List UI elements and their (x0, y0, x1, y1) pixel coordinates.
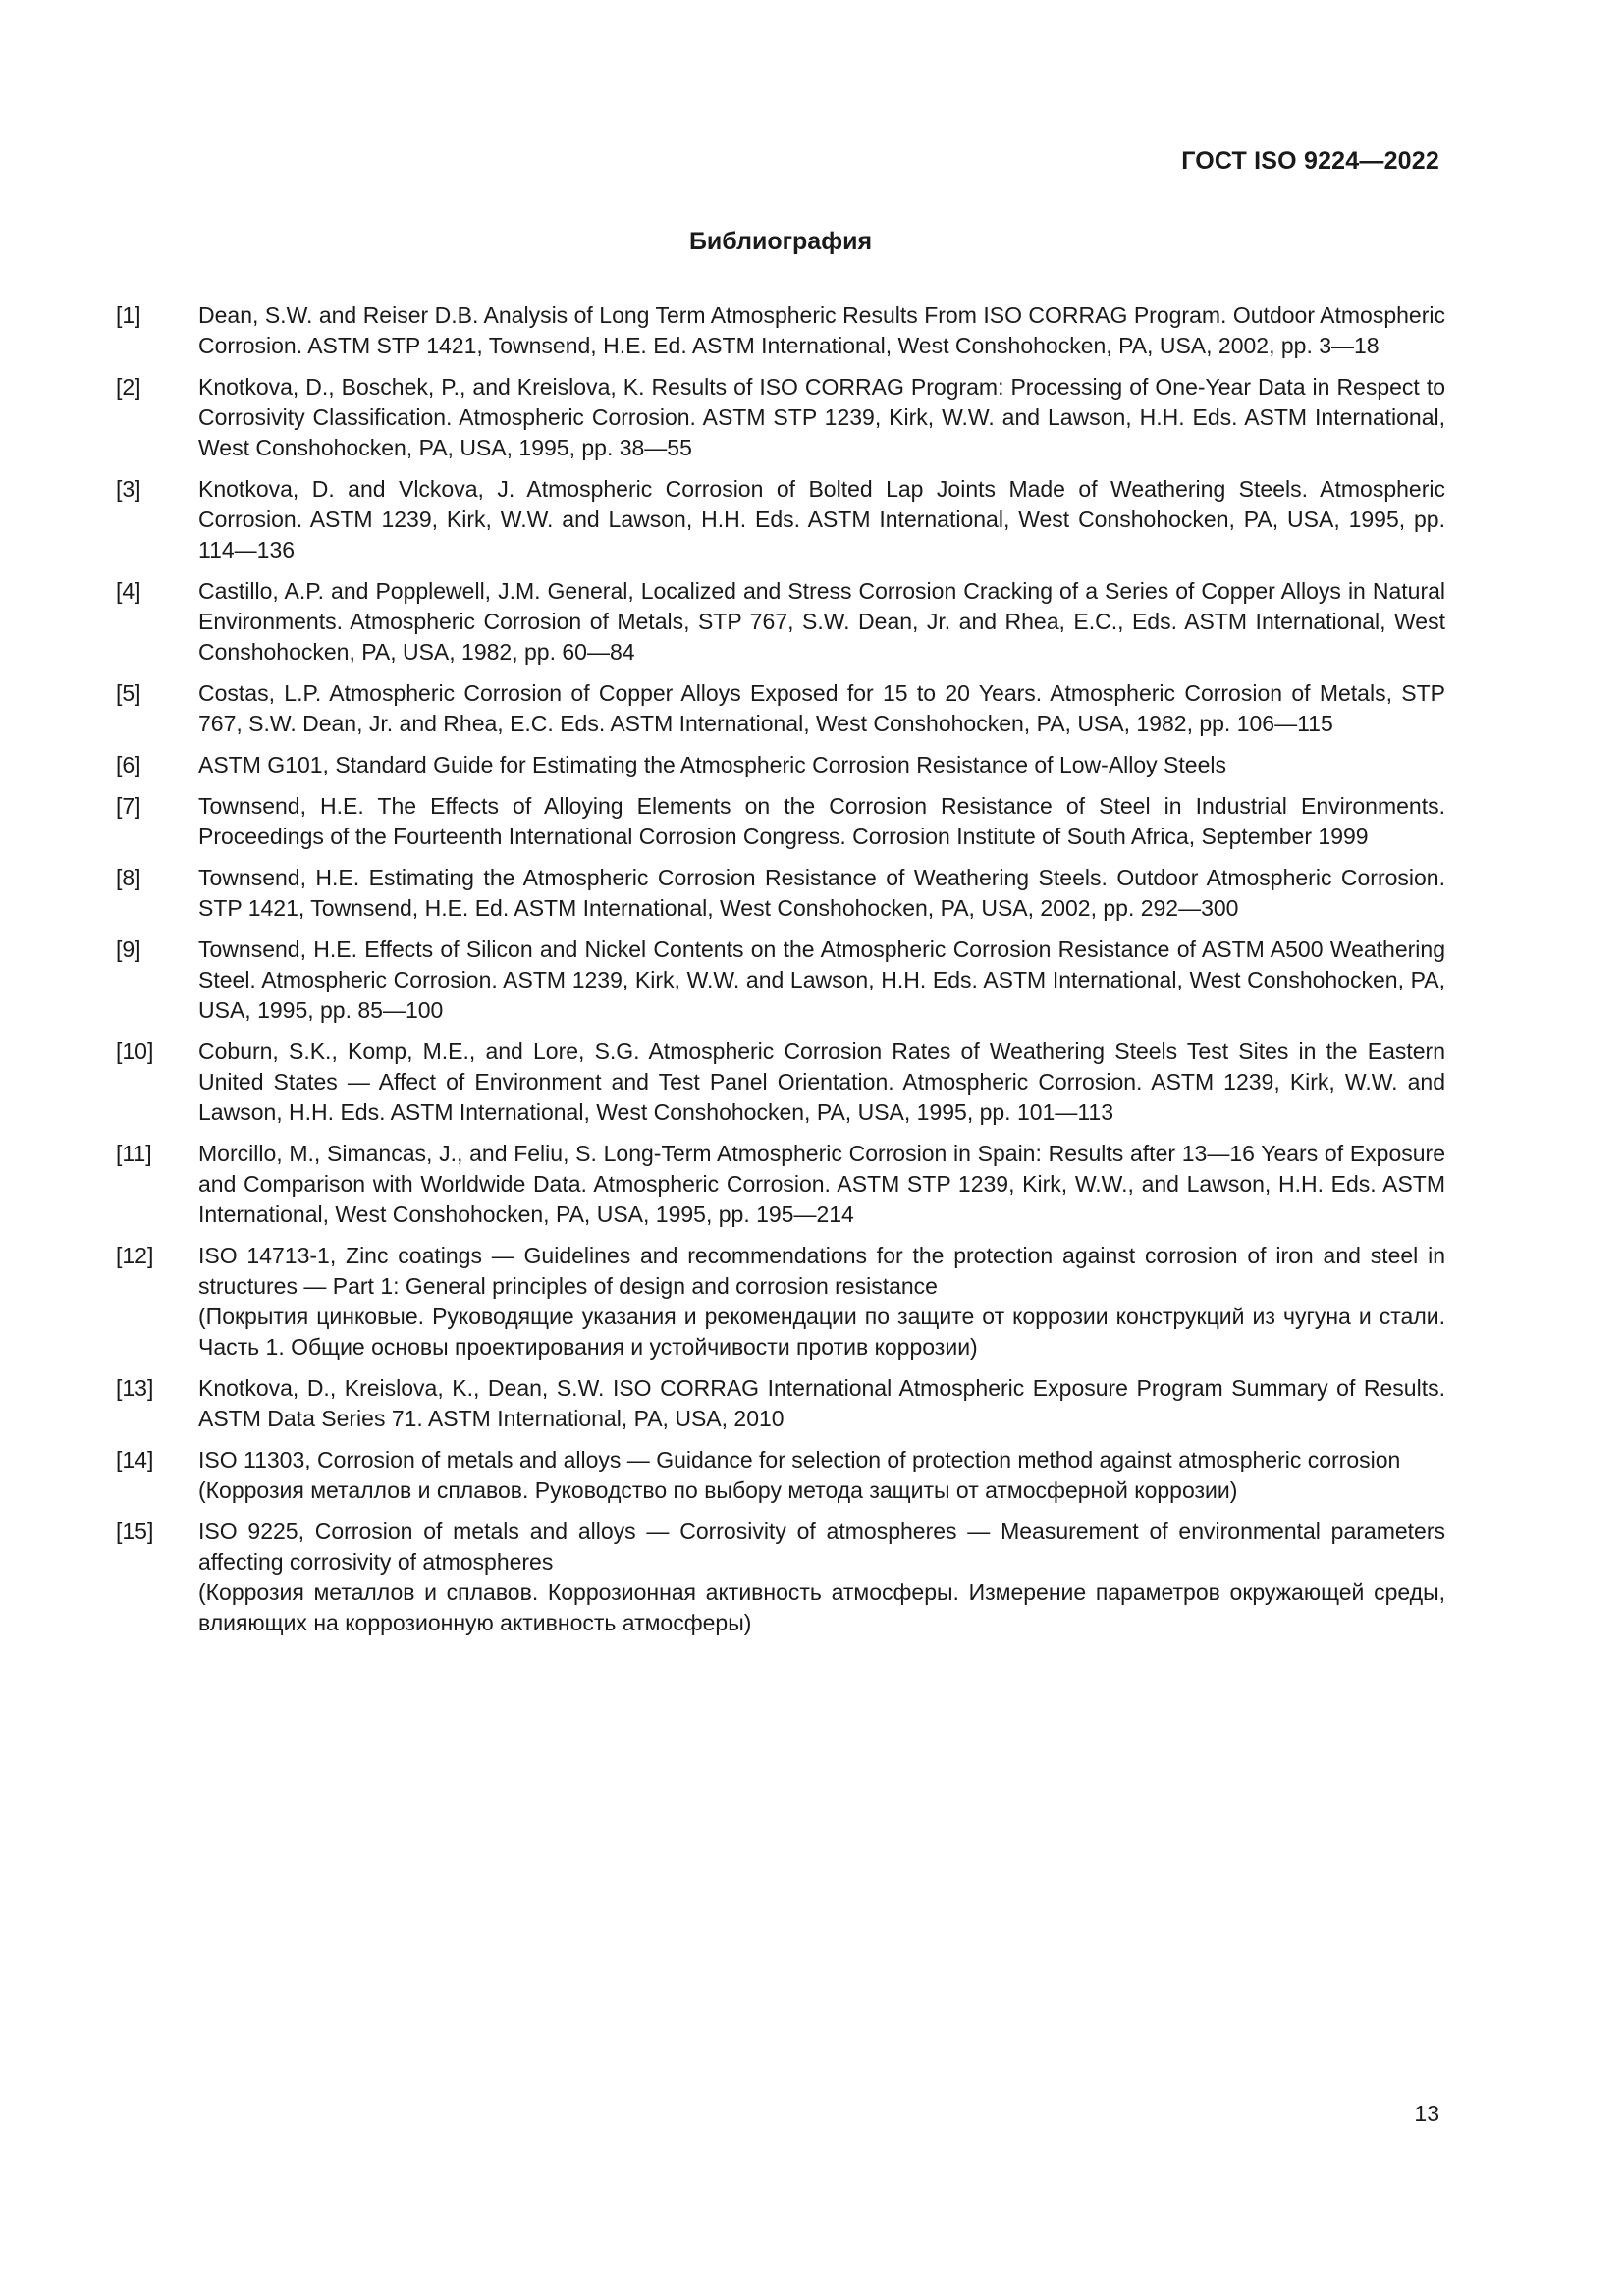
reference-body (198, 863, 1445, 924)
reference-item-5 (116, 678, 1445, 739)
reference-text: Knotkova, D., Boschek, P., and Kreislova, K. Results of ISO CORRAG Program: Processing of One-Year Data in Respect to Corrosivity Classification. Atmospheric Corrosion. ASTM STP 1239, Kirk, W.W. and Lawson, H.H. Eds. ASTM International, West Conshohocken, PA, USA, 1995, pp. 38—55 (198, 374, 1445, 460)
reference-number: [9] (116, 936, 141, 962)
reference-item-9 (116, 934, 1445, 1026)
page-title: Библиография (688, 228, 873, 255)
reference-body (198, 576, 1445, 667)
reference-item-1 (116, 300, 1445, 361)
reference-item-12 (116, 1241, 1445, 1362)
reference-text: ISO 11303, Corrosion of metals and alloys — Guidance for selection of protection method against atmospheric corrosion (198, 1447, 1401, 1472)
reference-body (198, 1373, 1445, 1434)
reference-number: [7] (116, 793, 141, 819)
reference-number: [5] (116, 680, 141, 706)
reference-number: [6] (116, 752, 141, 777)
reference-body (198, 1139, 1445, 1230)
reference-body (198, 750, 1445, 780)
reference-item-3 (116, 474, 1445, 565)
reference-text: ASTM G101, Standard Guide for Estimating the Atmospheric Corrosion Resistance of Low-Alloy Steels (198, 752, 1226, 777)
reference-item-14 (116, 1445, 1445, 1506)
reference-translation: (Коррозия металлов и сплавов. Коррозионная активность атмосферы. Измерение параметров окружающей среды, влияющих на коррозионную активность атмосферы) (198, 1579, 1445, 1635)
reference-body (198, 1445, 1445, 1506)
reference-text: Dean, S.W. and Reiser D.B. Analysis of Long Term Atmospheric Results From ISO CORRAG Program. Outdoor Atmospheric Corrosion. ASTM STP 1421, Townsend, H.E. Ed. ASTM International, West Conshohocken, PA, USA, 2002, pp. 3—18 (198, 302, 1445, 358)
reference-translation: (Покрытия цинковые. Руководящие указания и рекомендации по защите от коррозии конструкций из чугуна и стали. Часть 1. Общие основы проектирования и устойчивости против коррозии) (198, 1304, 1445, 1360)
reference-number: [8] (116, 865, 141, 890)
reference-text: Townsend, H.E. The Effects of Alloying Elements on the Corrosion Resistance of Steel in Industrial Environments. Proceedings of the Fourteenth International Corrosion Congress. Corrosion Institute of South Africa, September 1999 (198, 793, 1445, 849)
reference-text: Knotkova, D., Kreislova, K., Dean, S.W. ISO CORRAG International Atmospheric Exposure Program Summary of Results. ASTM Data Series 71. ASTM International, PA, USA, 2010 (198, 1375, 1445, 1431)
reference-number: [15] (116, 1519, 154, 1544)
reference-text: ISO 9225, Corrosion of metals and alloys — Corrosivity of atmospheres — Measurement of environmental parameters affecting corrosivity of atmospheres (198, 1519, 1445, 1575)
reference-text: Townsend, H.E. Effects of Silicon and Nickel Contents on the Atmospheric Corrosion Resistance of ASTM A500 Weathering Steel. Atmospheric Corrosion. ASTM 1239, Kirk, W.W. and Lawson, H.H. Eds. ASTM International, West Conshohocken, PA, USA, 1995, pp. 85—100 (198, 936, 1445, 1023)
reference-item-10 (116, 1037, 1445, 1128)
reference-item-8 (116, 863, 1445, 924)
reference-number: [14] (116, 1447, 154, 1472)
reference-item-2 (116, 372, 1445, 463)
reference-number: [11] (116, 1141, 152, 1166)
reference-body (198, 300, 1445, 361)
bibliography-list (116, 300, 1445, 1649)
reference-text: ISO 14713-1, Zinc coatings — Guidelines and recommendations for the protection against corrosion of iron and steel in structures — Part 1: General principles of design and corrosion resistance (198, 1243, 1445, 1299)
reference-body (198, 934, 1445, 1026)
reference-body (198, 678, 1445, 739)
reference-number: [1] (116, 302, 141, 328)
reference-text: Morcillo, M., Simancas, J., and Feliu, S. Long-Term Atmospheric Corrosion in Spain: Results after 13—16 Years of Exposure and Comparison with Worldwide Data. Atmospheric Corrosion. ASTM STP 1239, Kirk, W.W., and Lawson, H.H. Eds. ASTM International, West Conshohocken, PA, USA, 1995, pp. 195—214 (198, 1141, 1445, 1227)
reference-body (198, 1241, 1445, 1362)
reference-text: Townsend, H.E. Estimating the Atmospheric Corrosion Resistance of Weathering Steels. Outdoor Atmospheric Corrosion. STP 1421, Townsend, H.E. Ed. ASTM International, West Conshohocken, PA, USA, 2002, pp. 292—300 (198, 865, 1445, 921)
reference-item-4 (116, 576, 1445, 667)
reference-body (198, 474, 1445, 565)
reference-number: [3] (116, 476, 141, 502)
reference-translation: (Коррозия металлов и сплавов. Руководство по выбору метода защиты от атмосферной коррозии) (198, 1477, 1238, 1503)
reference-item-6 (116, 750, 1445, 780)
document-code: ГОСТ ISO 9224—2022 (1181, 147, 1439, 175)
reference-text: Coburn, S.K., Komp, M.E., and Lore, S.G. Atmospheric Corrosion Rates of Weathering Steels Test Sites in the Eastern United States — Affect of Environment and Test Panel Orientation. Atmospheric Corrosion. ASTM 1239, Kirk, W.W. and Lawson, H.H. Eds. ASTM International, West Conshohocken, PA, USA, 1995, pp. 101—113 (198, 1039, 1445, 1125)
reference-text: Castillo, A.P. and Popplewell, J.M. General, Localized and Stress Corrosion Cracking of a Series of Copper Alloys in Natural Environments. Atmospheric Corrosion of Metals, STP 767, S.W. Dean, Jr. and Rhea, E.C., Eds. ASTM International, West Conshohocken, PA, USA, 1982, pp. 60—84 (198, 578, 1445, 665)
reference-body (198, 1037, 1445, 1128)
reference-item-13 (116, 1373, 1445, 1434)
page-number: 13 (1414, 2101, 1439, 2126)
reference-body (198, 791, 1445, 852)
reference-number: [10] (116, 1039, 154, 1064)
reference-body (198, 1517, 1445, 1638)
reference-text: Knotkova, D. and Vlckova, J. Atmospheric Corrosion of Bolted Lap Joints Made of Weathering Steels. Atmospheric Corrosion. ASTM 1239, Kirk, W.W. and Lawson, H.H. Eds. ASTM International, West Conshohocken, PA, USA, 1995, pp. 114—136 (198, 476, 1445, 562)
reference-number: [13] (116, 1375, 154, 1401)
reference-number: [2] (116, 374, 141, 400)
reference-item-15 (116, 1517, 1445, 1638)
reference-body (198, 372, 1445, 463)
reference-item-11 (116, 1139, 1445, 1230)
reference-item-7 (116, 791, 1445, 852)
reference-number: [4] (116, 578, 141, 604)
reference-text: Costas, L.P. Atmospheric Corrosion of Copper Alloys Exposed for 15 to 20 Years. Atmospheric Corrosion of Metals, STP 767, S.W. Dean, Jr. and Rhea, E.C. Eds. ASTM International, West Conshohocken, PA, USA, 1982, pp. 106—115 (198, 680, 1445, 736)
reference-number: [12] (116, 1243, 154, 1268)
